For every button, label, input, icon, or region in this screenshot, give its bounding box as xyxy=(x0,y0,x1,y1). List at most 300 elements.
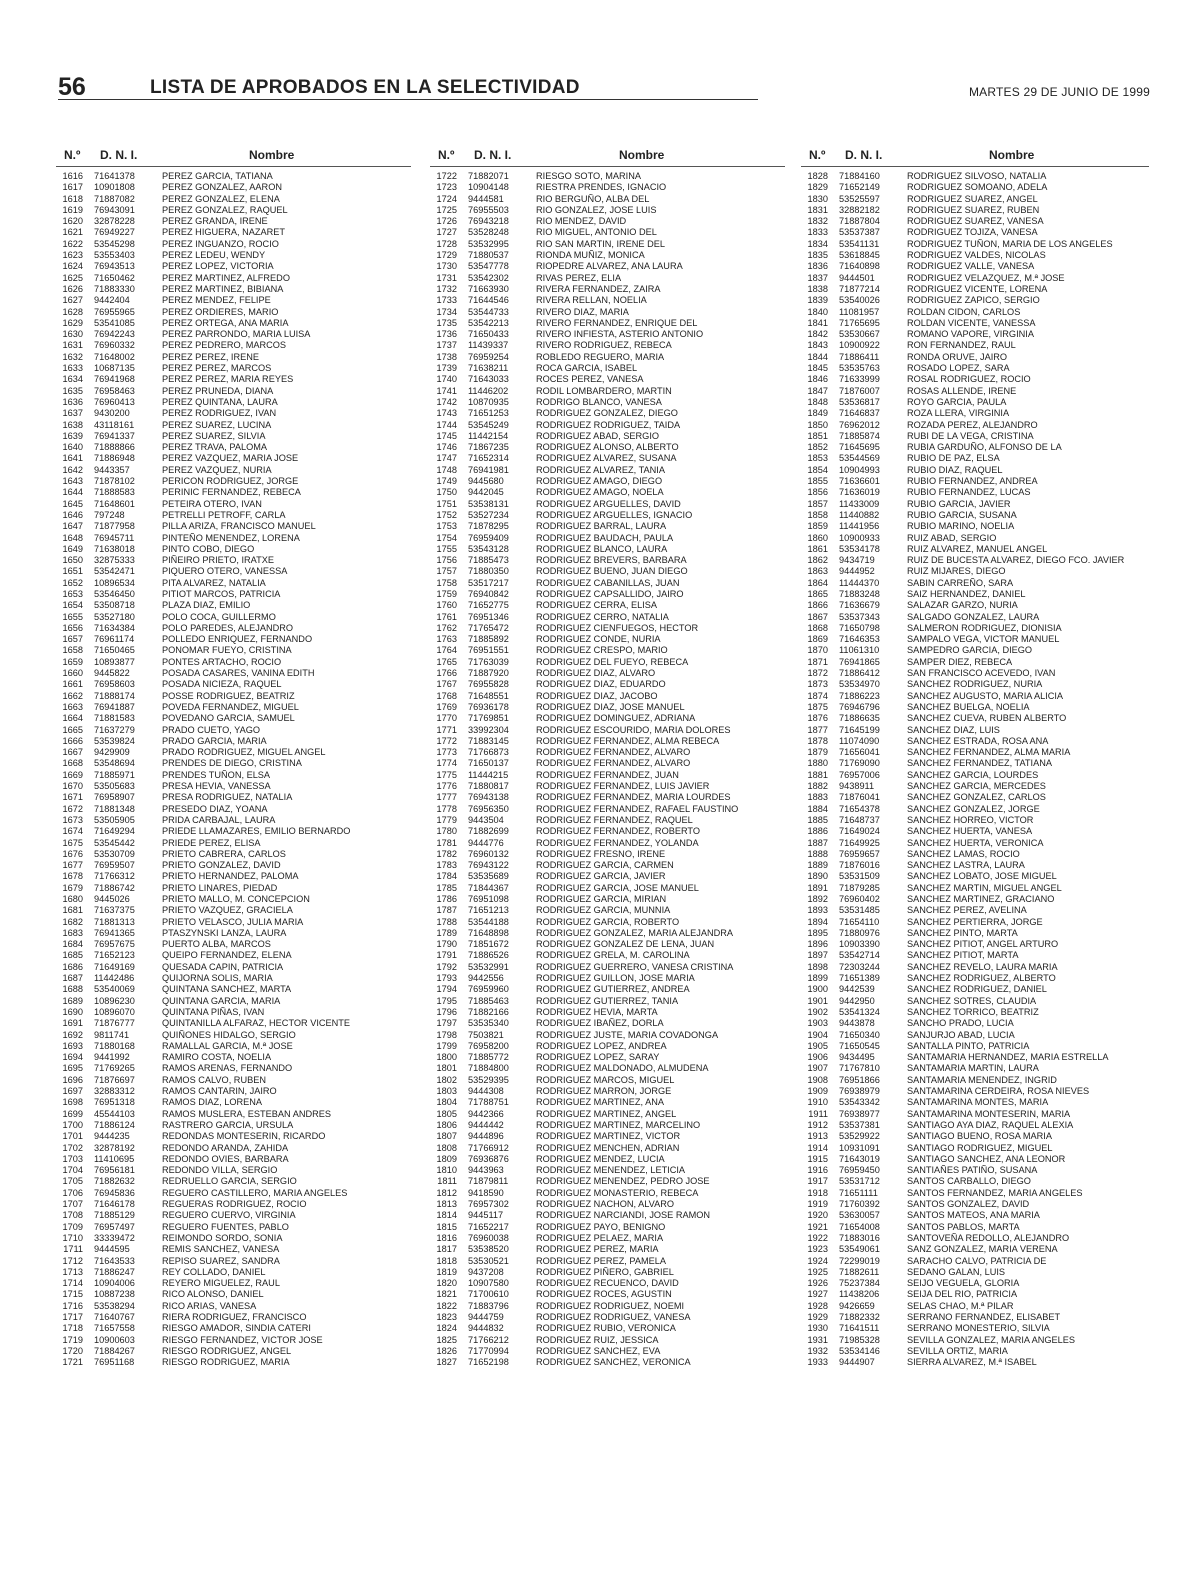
result-row xyxy=(801,691,1149,702)
entry-dni: 10687135 xyxy=(94,363,135,374)
entry-dni: 76958603 xyxy=(94,679,135,690)
entry-dni: 53534970 xyxy=(839,679,880,690)
result-row xyxy=(56,363,411,374)
entry-number: 1868 xyxy=(807,622,828,633)
entry-name: RAMOS DIAZ, LORENA xyxy=(162,1097,263,1108)
entry-dni: 10870935 xyxy=(468,396,509,407)
entry-number: 1916 xyxy=(807,1165,828,1176)
result-row xyxy=(801,194,1149,205)
result-row xyxy=(430,1267,785,1278)
entry-number: 1647 xyxy=(62,521,83,532)
entry-dni: 53528248 xyxy=(468,227,509,238)
entry-dni: 10900603 xyxy=(94,1334,135,1345)
entry-dni: 9444581 xyxy=(468,193,504,204)
entry-number: 1704 xyxy=(62,1165,83,1176)
entry-dni: 53549061 xyxy=(839,1244,880,1255)
entry-number: 1697 xyxy=(62,1086,83,1097)
entry-dni: 53542471 xyxy=(94,566,135,577)
entry-name: PIQUERO OTERO, VANESSA xyxy=(162,566,288,577)
entry-dni: 71646353 xyxy=(839,634,880,645)
result-row xyxy=(56,261,411,272)
entry-dni: 10901808 xyxy=(94,182,135,193)
result-row xyxy=(801,352,1149,363)
entry-number: 1862 xyxy=(807,555,828,566)
entry-number: 1778 xyxy=(436,803,457,814)
entry-dni: 76941365 xyxy=(94,927,135,938)
result-row xyxy=(430,838,785,849)
entry-dni: 71649024 xyxy=(839,826,880,837)
entry-name: SIERRA ALVAREZ, M.ª ISABEL xyxy=(907,1357,1037,1368)
entry-dni: 76957675 xyxy=(94,939,135,950)
entry-dni: 11074090 xyxy=(839,735,880,746)
entry-dni: 71881583 xyxy=(94,713,135,724)
entry-dni: 71879285 xyxy=(839,882,880,893)
entry-dni: 71648551 xyxy=(468,690,509,701)
entry-name: QUESADA CAPIN, PATRICIA xyxy=(162,961,284,972)
result-row xyxy=(801,1244,1149,1255)
header-dni: D. N. I. xyxy=(845,148,883,162)
entry-number: 1687 xyxy=(62,973,83,984)
result-row xyxy=(801,227,1149,238)
entry-number: 1839 xyxy=(807,295,828,306)
entry-name: SARACHO CALVO, PATRICIA DE xyxy=(907,1255,1047,1266)
entry-name: RODRIGUEZ FERNANDEZ, ALVARO xyxy=(536,758,691,769)
entry-number: 1917 xyxy=(807,1176,828,1187)
entry-dni: 71885463 xyxy=(468,995,509,1006)
entry-name: RODRIGUEZ PEREZ, PAMELA xyxy=(536,1255,667,1266)
entry-number: 1776 xyxy=(436,781,457,792)
result-row xyxy=(430,487,785,498)
entry-dni: 71766912 xyxy=(468,1142,509,1153)
entry-dni: 71888583 xyxy=(94,487,135,498)
entry-name: SANTOS GONZALEZ, DAVID xyxy=(907,1199,1030,1210)
entry-dni: 71634384 xyxy=(94,622,135,633)
entry-dni: 9444501 xyxy=(839,272,875,283)
entry-number: 1763 xyxy=(436,634,457,645)
entry-number: 1674 xyxy=(62,826,83,837)
entry-dni: 71880976 xyxy=(839,927,880,938)
entry-number: 1655 xyxy=(62,611,83,622)
entry-dni: 76951866 xyxy=(839,1074,880,1085)
result-row xyxy=(430,1120,785,1131)
entry-number: 1678 xyxy=(62,871,83,882)
entry-number: 1923 xyxy=(807,1244,828,1255)
result-row xyxy=(430,453,785,464)
result-row xyxy=(430,1210,785,1221)
entry-name: PEREZ LOPEZ, VICTORIA xyxy=(162,261,274,272)
result-row xyxy=(56,318,411,329)
entry-number: 1636 xyxy=(62,396,83,407)
entry-name: POSSE RODRIGUEZ, BEATRIZ xyxy=(162,690,295,701)
entry-number: 1749 xyxy=(436,476,457,487)
entry-dni: 71886412 xyxy=(839,668,880,679)
entry-name: RODRIGUEZ VICENTE, LORENA xyxy=(907,283,1048,294)
result-row xyxy=(430,578,785,589)
entry-dni: 9445117 xyxy=(468,1210,504,1221)
entry-dni: 9445026 xyxy=(94,894,130,904)
result-row xyxy=(801,1041,1149,1052)
result-row xyxy=(430,747,785,758)
entry-number: 1725 xyxy=(436,204,457,215)
entry-name: SABIN CARREÑO, SARA xyxy=(907,577,1014,588)
result-row xyxy=(430,205,785,216)
entry-number: 1920 xyxy=(807,1210,828,1221)
entry-name: SANTAMARIA MARTIN, LAURA xyxy=(907,1063,1039,1074)
entry-number: 1627 xyxy=(62,295,83,306)
entry-dni: 71887082 xyxy=(94,193,135,204)
entry-name: PRIEDE PEREZ, ELISA xyxy=(162,837,261,848)
entry-dni: 76959507 xyxy=(94,860,135,871)
entry-name: RODRIGUEZ AMAGO, NOELA xyxy=(536,487,664,498)
result-row xyxy=(56,1165,411,1176)
entry-name: PUERTO ALBA, MARCOS xyxy=(162,939,271,950)
entry-number: 1901 xyxy=(807,995,828,1006)
result-row xyxy=(430,849,785,860)
entry-name: REPISO SUAREZ, SANDRA xyxy=(162,1255,280,1266)
entry-dni: 71888174 xyxy=(94,690,135,701)
result-row xyxy=(56,973,411,984)
entry-name: RODRIGUEZ FERNANDEZ, MARIA LOURDES xyxy=(536,792,731,803)
entry-number: 1805 xyxy=(436,1108,457,1119)
entry-dni: 53618845 xyxy=(839,250,880,261)
entry-number: 1932 xyxy=(807,1345,828,1356)
entry-number: 1649 xyxy=(62,543,83,554)
entry-dni: 53545298 xyxy=(94,238,135,249)
entry-number: 1897 xyxy=(807,950,828,961)
entry-number: 1770 xyxy=(436,713,457,724)
entry-dni: 76960413 xyxy=(94,396,135,407)
result-row xyxy=(430,363,785,374)
entry-dni: 10904148 xyxy=(468,182,509,193)
entry-dni: 9444235 xyxy=(94,1131,130,1142)
entry-name: SALAZAR GARZO, NURIA xyxy=(907,600,1018,611)
entry-dni: 53529922 xyxy=(839,1131,880,1142)
result-row xyxy=(56,307,411,318)
result-row xyxy=(430,736,785,747)
result-row xyxy=(430,1165,785,1176)
result-row xyxy=(801,1289,1149,1300)
entry-name: RODRIGUEZ CAPSALLIDO, JAIRO xyxy=(536,588,684,599)
entry-number: 1832 xyxy=(807,216,828,227)
entry-name: PRIETO HERNANDEZ, PALOMA xyxy=(162,871,299,882)
result-row xyxy=(430,612,785,623)
entry-name: RODRIGUEZ ALVAREZ, SUSANA xyxy=(536,453,677,464)
result-row xyxy=(801,239,1149,250)
entry-name: POLLEDO ENRIQUEZ, FERNANDO xyxy=(162,634,313,645)
entry-name: SAMPEDRO GARCIA, DIEGO xyxy=(907,645,1033,656)
entry-dni: 9441992 xyxy=(94,1052,130,1063)
result-row xyxy=(801,431,1149,442)
entry-number: 1680 xyxy=(62,894,83,904)
entry-dni: 71885473 xyxy=(468,555,509,566)
entry-name: SANTIAGO RODRIGUEZ, MIGUEL xyxy=(907,1142,1053,1153)
entry-dni: 9444442 xyxy=(468,1119,504,1130)
entry-name: PEREZ RODRIGUEZ, IVAN xyxy=(162,408,277,419)
result-row xyxy=(56,725,411,736)
result-row xyxy=(430,623,785,634)
entry-name: SANCHEZ PEREZ, AVELINA xyxy=(907,905,1027,916)
entry-number: 1698 xyxy=(62,1097,83,1108)
entry-dni: 71883248 xyxy=(839,588,880,599)
entry-dni: 71880350 xyxy=(468,566,509,577)
entry-name: RODRIGUEZ PEREZ, MARIA xyxy=(536,1244,659,1255)
entry-name: PIÑEIRO PRIETO, IRATXE xyxy=(162,555,274,566)
entry-name: POSADA NICIEZA, RAQUEL xyxy=(162,679,282,690)
entry-number: 1696 xyxy=(62,1074,83,1085)
result-row xyxy=(801,329,1149,340)
entry-dni: 76943122 xyxy=(468,860,509,871)
entry-number: 1869 xyxy=(807,634,828,645)
entry-dni: 53536817 xyxy=(839,396,880,407)
entry-name: PEREZ ORDIERES, MARIO xyxy=(162,306,279,317)
entry-number: 1631 xyxy=(62,340,83,351)
result-row xyxy=(801,1233,1149,1244)
entry-number: 1711 xyxy=(63,1244,83,1255)
entry-dni: 53534178 xyxy=(839,543,880,554)
entry-number: 1708 xyxy=(62,1210,83,1221)
result-row xyxy=(801,555,1149,566)
entry-name: PRIETO MALLO, M. CONCEPCION xyxy=(162,894,310,904)
entry-dni: 71881348 xyxy=(94,803,135,814)
entry-number: 1744 xyxy=(436,419,457,430)
entry-dni: 9426659 xyxy=(839,1300,875,1311)
result-row xyxy=(430,1256,785,1267)
entry-name: RUBIO DIAZ, RAQUEL xyxy=(907,464,1003,475)
entry-number: 1854 xyxy=(807,464,828,475)
result-row xyxy=(56,950,411,961)
entry-name: RUIZ MIJARES, DIEGO xyxy=(907,566,1006,577)
entry-name: SANCHEZ RODRIGUEZ, DANIEL xyxy=(907,984,1047,995)
entry-name: REDONDO VILLA, SERGIO xyxy=(162,1165,278,1176)
result-row xyxy=(430,1222,785,1233)
entry-name: SANZ GONZALEZ, MARIA VERENA xyxy=(907,1244,1058,1255)
result-row xyxy=(801,476,1149,487)
result-row xyxy=(801,1131,1149,1142)
result-row xyxy=(56,758,411,769)
entry-name: PEREZ PARRONDO, MARIA LUISA xyxy=(162,329,311,340)
entry-number: 1728 xyxy=(436,238,457,249)
entry-number: 1719 xyxy=(62,1334,83,1345)
entry-number: 1658 xyxy=(62,645,83,656)
entry-name: RODRIGUEZ SILVOSO, NATALIA xyxy=(907,171,1047,181)
result-row xyxy=(430,1357,785,1368)
entry-number: 1657 xyxy=(62,634,83,645)
result-row xyxy=(801,340,1149,351)
result-row xyxy=(801,1210,1149,1221)
entry-dni: 53537387 xyxy=(839,227,880,238)
result-row xyxy=(801,1222,1149,1233)
entry-name: RODRIGUEZ DIAZ, JACOBO xyxy=(536,690,658,701)
entry-name: RODRIGUEZ DIAZ, JOSE MANUEL xyxy=(536,701,685,712)
entry-number: 1875 xyxy=(807,701,828,712)
entry-number: 1928 xyxy=(807,1300,828,1311)
entry-dni: 10893877 xyxy=(94,656,135,667)
entry-number: 1746 xyxy=(436,442,457,453)
entry-number: 1796 xyxy=(436,1006,457,1017)
entry-name: PETEIRA OTERO, IVAN xyxy=(162,498,262,509)
entry-name: SANTIAGO AYA DIAZ, RAQUEL ALEXIA xyxy=(907,1119,1074,1130)
result-row xyxy=(56,521,411,532)
entry-dni: 71650340 xyxy=(839,1029,880,1040)
entry-dni: 76959657 xyxy=(839,848,880,859)
result-row xyxy=(801,566,1149,577)
entry-dni: 11438206 xyxy=(839,1289,880,1300)
entry-number: 1848 xyxy=(807,396,828,407)
result-row xyxy=(430,521,785,532)
entry-dni: 71877214 xyxy=(839,283,880,294)
entry-dni: 71880168 xyxy=(94,1040,135,1051)
entry-name: SANTAMARIA HERNANDEZ, MARIA ESTRELLA xyxy=(907,1052,1109,1063)
entry-number: 1669 xyxy=(62,769,83,780)
result-row xyxy=(430,1052,785,1063)
entry-name: RODRIGUEZ MARTINEZ, VICTOR xyxy=(536,1131,681,1142)
entry-name: ROMANO VAPORE, VIRGINIA xyxy=(907,329,1034,340)
entry-dni: 11061310 xyxy=(839,645,880,656)
result-row xyxy=(56,487,411,498)
entry-dni: 71886247 xyxy=(94,1266,135,1277)
entry-name: PEREZ SUAREZ, LUCINA xyxy=(162,419,272,430)
entry-number: 1620 xyxy=(62,216,83,227)
entry-dni: 71886948 xyxy=(94,453,135,464)
entry-name: SELAS CHAO, M.ª PILAR xyxy=(907,1300,1014,1311)
entry-number: 1857 xyxy=(807,498,828,509)
result-row xyxy=(430,465,785,476)
entry-number: 1915 xyxy=(807,1153,828,1164)
result-row xyxy=(430,860,785,871)
result-row xyxy=(801,510,1149,521)
entry-number: 1762 xyxy=(436,622,457,633)
entry-number: 1661 xyxy=(62,679,83,690)
entry-number: 1624 xyxy=(62,261,83,272)
entry-dni: 53535763 xyxy=(839,363,880,374)
entry-number: 1850 xyxy=(807,419,828,430)
result-row xyxy=(56,928,411,939)
entry-number: 1793 xyxy=(436,973,457,984)
entry-number: 1720 xyxy=(62,1345,83,1356)
result-row xyxy=(430,318,785,329)
entry-number: 1635 xyxy=(62,385,83,396)
result-row xyxy=(801,1018,1149,1029)
result-row xyxy=(430,871,785,882)
result-row xyxy=(801,578,1149,589)
entry-number: 1860 xyxy=(807,532,828,543)
entry-number: 1717 xyxy=(62,1311,83,1322)
entry-dni: 71887920 xyxy=(468,668,509,679)
entry-name: RODRIGUEZ BARRAL, LAURA xyxy=(536,521,667,532)
result-row xyxy=(430,182,785,193)
entry-name: SANCHEZ GONZALEZ, JORGE xyxy=(907,803,1040,814)
entry-dni: 9442045 xyxy=(468,487,504,498)
entry-dni: 71641378 xyxy=(94,171,135,181)
entry-number: 1633 xyxy=(62,363,83,374)
entry-name: PRIETO VELASCO, JULIA MARIA xyxy=(162,916,304,927)
entry-number: 1626 xyxy=(62,283,83,294)
result-row xyxy=(801,973,1149,984)
entry-name: PEREZ MENDEZ, FELIPE xyxy=(162,295,271,306)
result-row xyxy=(801,182,1149,193)
entry-name: REDONDO OVIES, BARBARA xyxy=(162,1153,289,1164)
entry-name: SEDANO GALAN, LUIS xyxy=(907,1266,1006,1277)
result-row xyxy=(801,386,1149,397)
entry-name: SANCHEZ LAMAS, ROCIO xyxy=(907,848,1020,859)
result-row xyxy=(56,939,411,950)
result-row xyxy=(56,1244,411,1255)
result-row xyxy=(801,826,1149,837)
result-row xyxy=(430,1244,785,1255)
entry-dni: 71652217 xyxy=(468,1221,509,1232)
entry-number: 1913 xyxy=(807,1131,828,1142)
entry-dni: 71650462 xyxy=(94,272,135,283)
publication-date: MARTES 29 DE JUNIO DE 1999 xyxy=(968,85,1150,99)
entry-name: ROSAS ALLENDE, IRENE xyxy=(907,385,1017,396)
entry-name: RODRIGUEZ CABANILLAS, JUAN xyxy=(536,577,680,588)
entry-number: 1679 xyxy=(62,882,83,893)
entry-name: RODRIGUEZ ROCES, AGUSTIN xyxy=(536,1289,672,1300)
entry-name: RUBIO GARCIA, JAVIER xyxy=(907,498,1011,509)
result-row xyxy=(56,1199,411,1210)
entry-number: 1843 xyxy=(807,340,828,351)
entry-number: 1736 xyxy=(436,329,457,340)
entry-name: RODRIGUEZ ESCOURIDO, MARIA DOLORES xyxy=(536,724,731,735)
entry-dni: 71876016 xyxy=(839,860,880,871)
entry-number: 1739 xyxy=(436,363,457,374)
entry-dni: 71876007 xyxy=(839,385,880,396)
result-row xyxy=(801,1165,1149,1176)
entry-name: PRADO RODRIGUEZ, MIGUEL ANGEL xyxy=(162,747,326,758)
entry-number: 1768 xyxy=(436,690,457,701)
entry-dni: 11444215 xyxy=(468,769,509,780)
entry-name: SANTOS MATEOS, ANA MARIA xyxy=(907,1210,1040,1221)
entry-dni: 43118161 xyxy=(94,419,135,430)
result-row xyxy=(801,363,1149,374)
result-row xyxy=(430,171,785,182)
entry-number: 1732 xyxy=(436,283,457,294)
entry-dni: 71640898 xyxy=(839,261,880,272)
entry-number: 1715 xyxy=(62,1289,83,1300)
result-row xyxy=(801,657,1149,668)
entry-name: SANCHO PRADO, LUCIA xyxy=(907,1018,1014,1029)
entry-dni: 71885129 xyxy=(94,1210,135,1221)
result-row xyxy=(430,600,785,611)
entry-dni: 71985328 xyxy=(839,1334,880,1345)
entry-dni: 71888866 xyxy=(94,442,135,453)
entry-dni: 71650545 xyxy=(839,1040,880,1051)
result-row xyxy=(430,634,785,645)
entry-dni: 32878192 xyxy=(94,1142,135,1153)
entry-name: RODRIGUEZ GARCIA, JOSE MANUEL xyxy=(536,882,699,893)
result-row xyxy=(801,318,1149,329)
entry-number: 1684 xyxy=(62,939,83,950)
entry-name: RODRIGUEZ PAYO, BENIGNO xyxy=(536,1221,666,1232)
entry-number: 1876 xyxy=(807,713,828,724)
result-row xyxy=(801,894,1149,905)
result-row xyxy=(56,1357,411,1368)
entry-dni: 71885892 xyxy=(468,634,509,645)
entry-dni: 53505683 xyxy=(94,781,135,792)
entry-dni: 53535689 xyxy=(468,871,509,882)
entry-name: RODRIGUEZ TUÑON, MARIA DE LOS ANGELES xyxy=(907,238,1113,249)
result-row xyxy=(430,589,785,600)
entry-name: SANCHEZ FERNANDEZ, TATIANA xyxy=(907,758,1052,769)
entry-number: 1899 xyxy=(807,973,828,984)
entry-dni: 71700610 xyxy=(468,1289,509,1300)
entry-name: QUEIPO FERNANDEZ, ELENA xyxy=(162,950,292,961)
result-row xyxy=(801,645,1149,656)
entry-dni: 71650465 xyxy=(94,645,135,656)
entry-dni: 71770994 xyxy=(468,1345,509,1356)
entry-name: SANTOS CARBALLO, DIEGO xyxy=(907,1176,1031,1187)
entry-dni: 71883330 xyxy=(94,283,135,294)
